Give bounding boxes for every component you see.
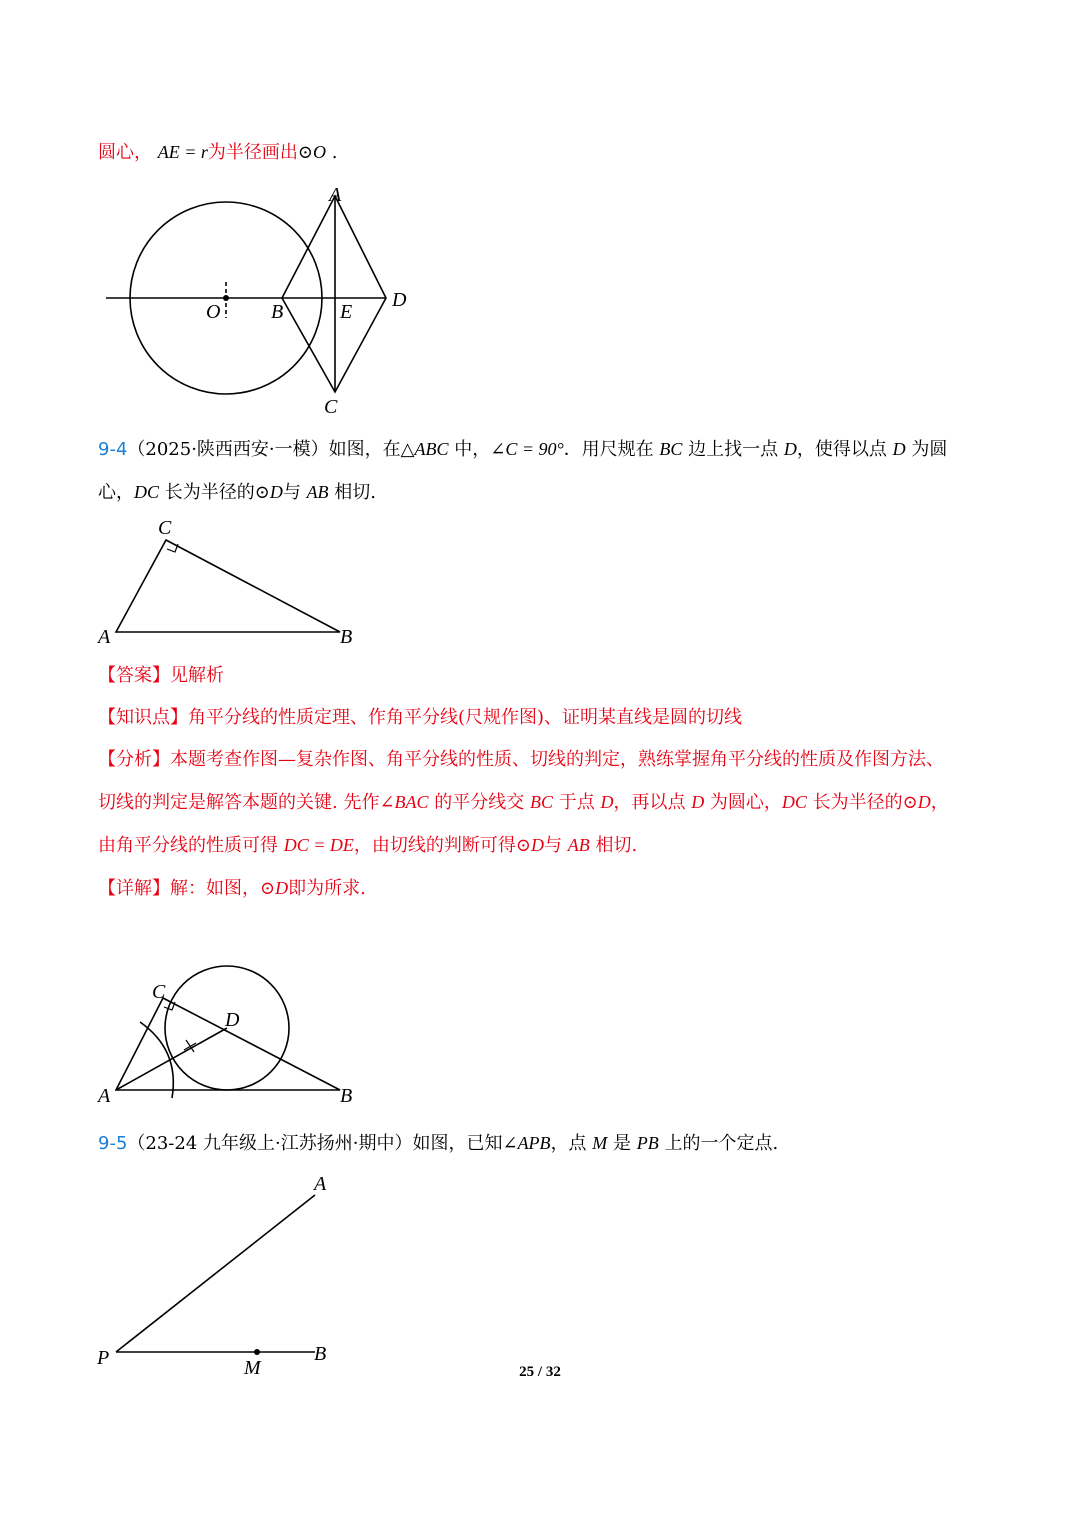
- construction-arc: [140, 1022, 173, 1098]
- circle-d: [165, 966, 289, 1090]
- label-b: B: [271, 301, 284, 323]
- solution-text-top: 圆心， AE = r为半径画出⊙O .: [98, 142, 338, 163]
- label-c: C: [324, 396, 338, 418]
- label-e: E: [340, 301, 353, 323]
- question-number: 9-5: [98, 1133, 128, 1154]
- label-d: D: [225, 1009, 240, 1031]
- label-b: B: [340, 626, 353, 648]
- question-9-4-line2: 心，DC 长为半径的⊙D与 AB 相切.: [98, 482, 377, 503]
- knowledge-line: 【知识点】角平分线的性质定理、作角平分线(尺规作图)、证明某直线是圆的切线: [98, 707, 743, 728]
- label-c: C: [158, 517, 172, 539]
- angle-bisector-ad: [116, 1028, 227, 1090]
- label-m: M: [244, 1357, 261, 1379]
- label-b: B: [314, 1343, 327, 1365]
- detail-line: 【详解】解：如图，⊙D即为所求.: [98, 878, 366, 899]
- question-number: 9-4: [98, 439, 128, 460]
- label-c: C: [152, 981, 166, 1003]
- circle-o: [130, 202, 322, 394]
- page-number: 25 / 32: [519, 1364, 561, 1380]
- rhombus-abcd: [282, 196, 386, 392]
- label-a: A: [98, 1085, 111, 1107]
- point-m: [254, 1349, 260, 1355]
- label-o: O: [206, 301, 221, 323]
- label-a: A: [98, 626, 111, 648]
- ray-pa: [116, 1195, 315, 1352]
- label-a: A: [314, 1173, 327, 1195]
- label-a: A: [329, 184, 342, 206]
- answer-line: 【答案】见解析: [98, 665, 224, 686]
- question-9-5: 9-5（23-24 九年级上·江苏扬州·期中）如图，已知∠APB，点 M 是 PB 上的一个定点.: [98, 1133, 779, 1154]
- right-angle-mark: [167, 544, 178, 552]
- label-b: B: [340, 1085, 353, 1107]
- question-9-4-line1: 9-4（2025·陕西西安·一模）如图，在△ABC 中，∠C = 90°．用尺规在 BC 边上找一点 D，使得以点 D 为圆: [98, 439, 948, 460]
- label-d: D: [392, 289, 407, 311]
- right-angle-mark: [164, 1002, 175, 1010]
- analysis-line1: 【分析】本题考查作图—复杂作图、角平分线的性质、切线的判定，熟练掌握角平分线的性质及作图方法、: [98, 749, 944, 770]
- label-p: P: [97, 1347, 110, 1369]
- analysis-line3: 由角平分线的性质可得 DC = DE，由切线的判断可得⊙D与 AB 相切.: [98, 835, 638, 856]
- analysis-line2: 切线的判定是解答本题的关键. 先作∠BAC 的平分线交 BC 于点 D，再以点 D 为圆心，DC 长为半径的⊙D，: [98, 792, 949, 813]
